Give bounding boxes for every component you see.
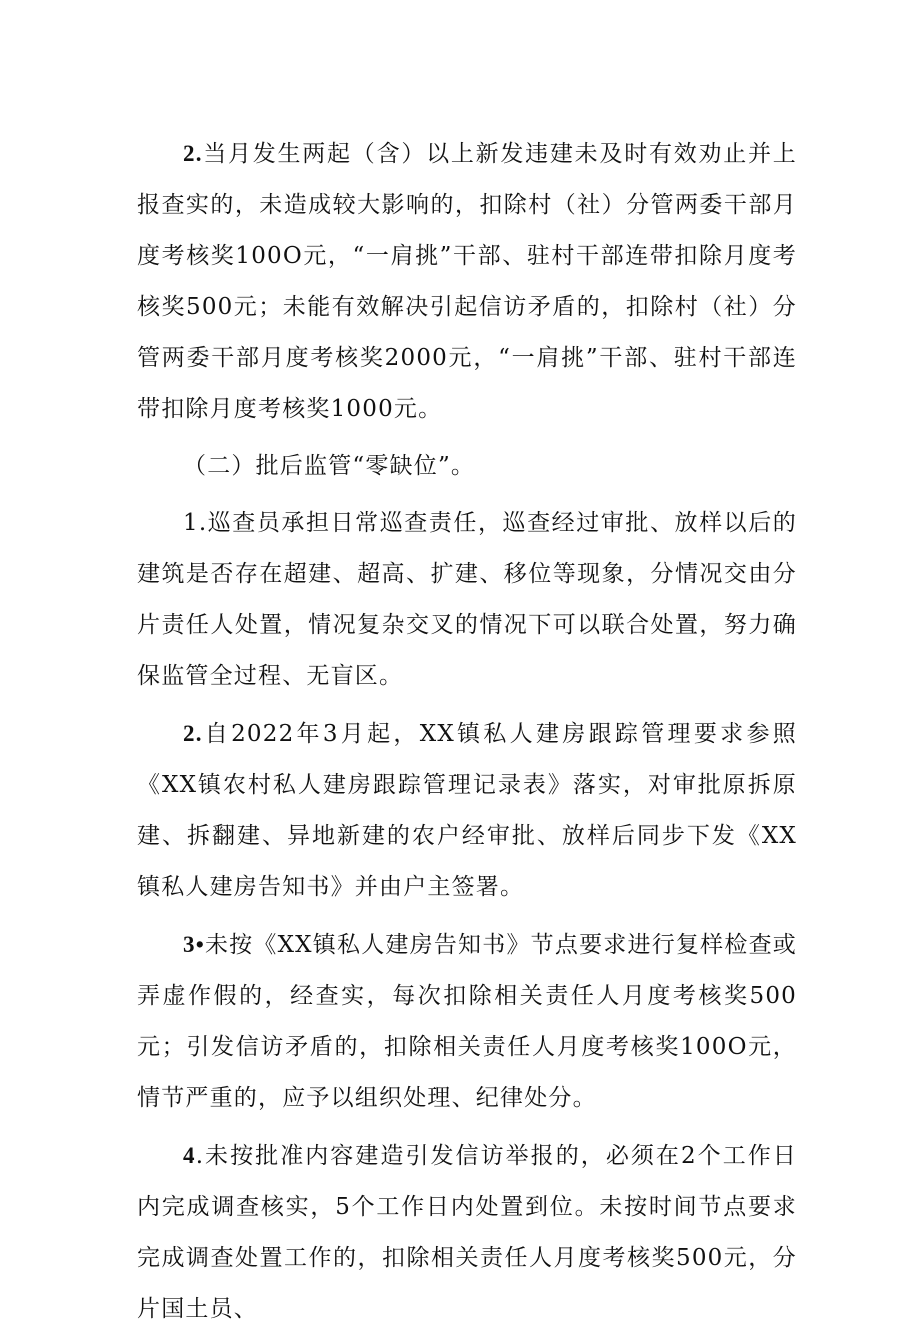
section-heading: [137, 441, 797, 492]
paragraph-2b: [137, 708, 797, 913]
paragraph-4: [137, 1130, 797, 1335]
paragraph-3: [137, 919, 797, 1124]
paragraph-text: 当月发生两起（含）以上新发违建未及时有效劝止并上报查实的，未造成较大影响的，扣除村（社）分管两委干部月度考核奖100O元，“一肩挑”干部、驻村干部连带扣除月度考核奖500元；未能有效解决引起信访矛盾的，扣除村（社）分管两委干部月度考核奖2000元，“一肩挑”干部、驻村干部连带扣除月度考核奖1000元。: [137, 141, 797, 422]
paragraph-number: 3•: [183, 932, 205, 957]
paragraph-2: [137, 128, 797, 435]
paragraph-number: 2.: [183, 721, 203, 746]
paragraph-number: 4: [183, 1143, 196, 1168]
paragraph-text: 巡查员承担日常巡查责任，巡查经过审批、放样以后的建筑是否存在超建、超高、扩建、移位等现象，分情况交由分片责任人处置，情况复杂交叉的情况下可以联合处置，努力确保监管全过程、无盲区。: [137, 510, 797, 689]
paragraph-number: 1.: [183, 510, 208, 536]
paragraph-number: 2.: [183, 141, 203, 166]
section-heading-text: （二）批后监管“零缺位”。: [183, 453, 476, 479]
paragraph-text: 自2022年3月起，XX镇私人建房跟踪管理要求参照《XX镇农村私人建房跟踪管理记录表》落实，对审批原拆原建、拆翻建、异地新建的农户经审批、放样后同步下发《XX镇私人建房告知书》并由户主签署。: [137, 721, 797, 900]
paragraph-1: [137, 498, 797, 702]
document-body: [137, 128, 797, 1335]
paragraph-text: .未按批准内容建造引发信访举报的，必须在2个工作日内完成调查核实，5个工作日内处置到位。未按时间节点要求完成调查处置工作的，扣除相关责任人月度考核奖500元，分片国土员、: [137, 1143, 797, 1322]
paragraph-text: 未按《XX镇私人建房告知书》节点要求进行复样检查或弄虚作假的，经查实，每次扣除相关责任人月度考核奖500元；引发信访矛盾的，扣除相关责任人月度考核奖100O元，情节严重的，应予以组织处理、纪律处分。: [137, 932, 797, 1111]
